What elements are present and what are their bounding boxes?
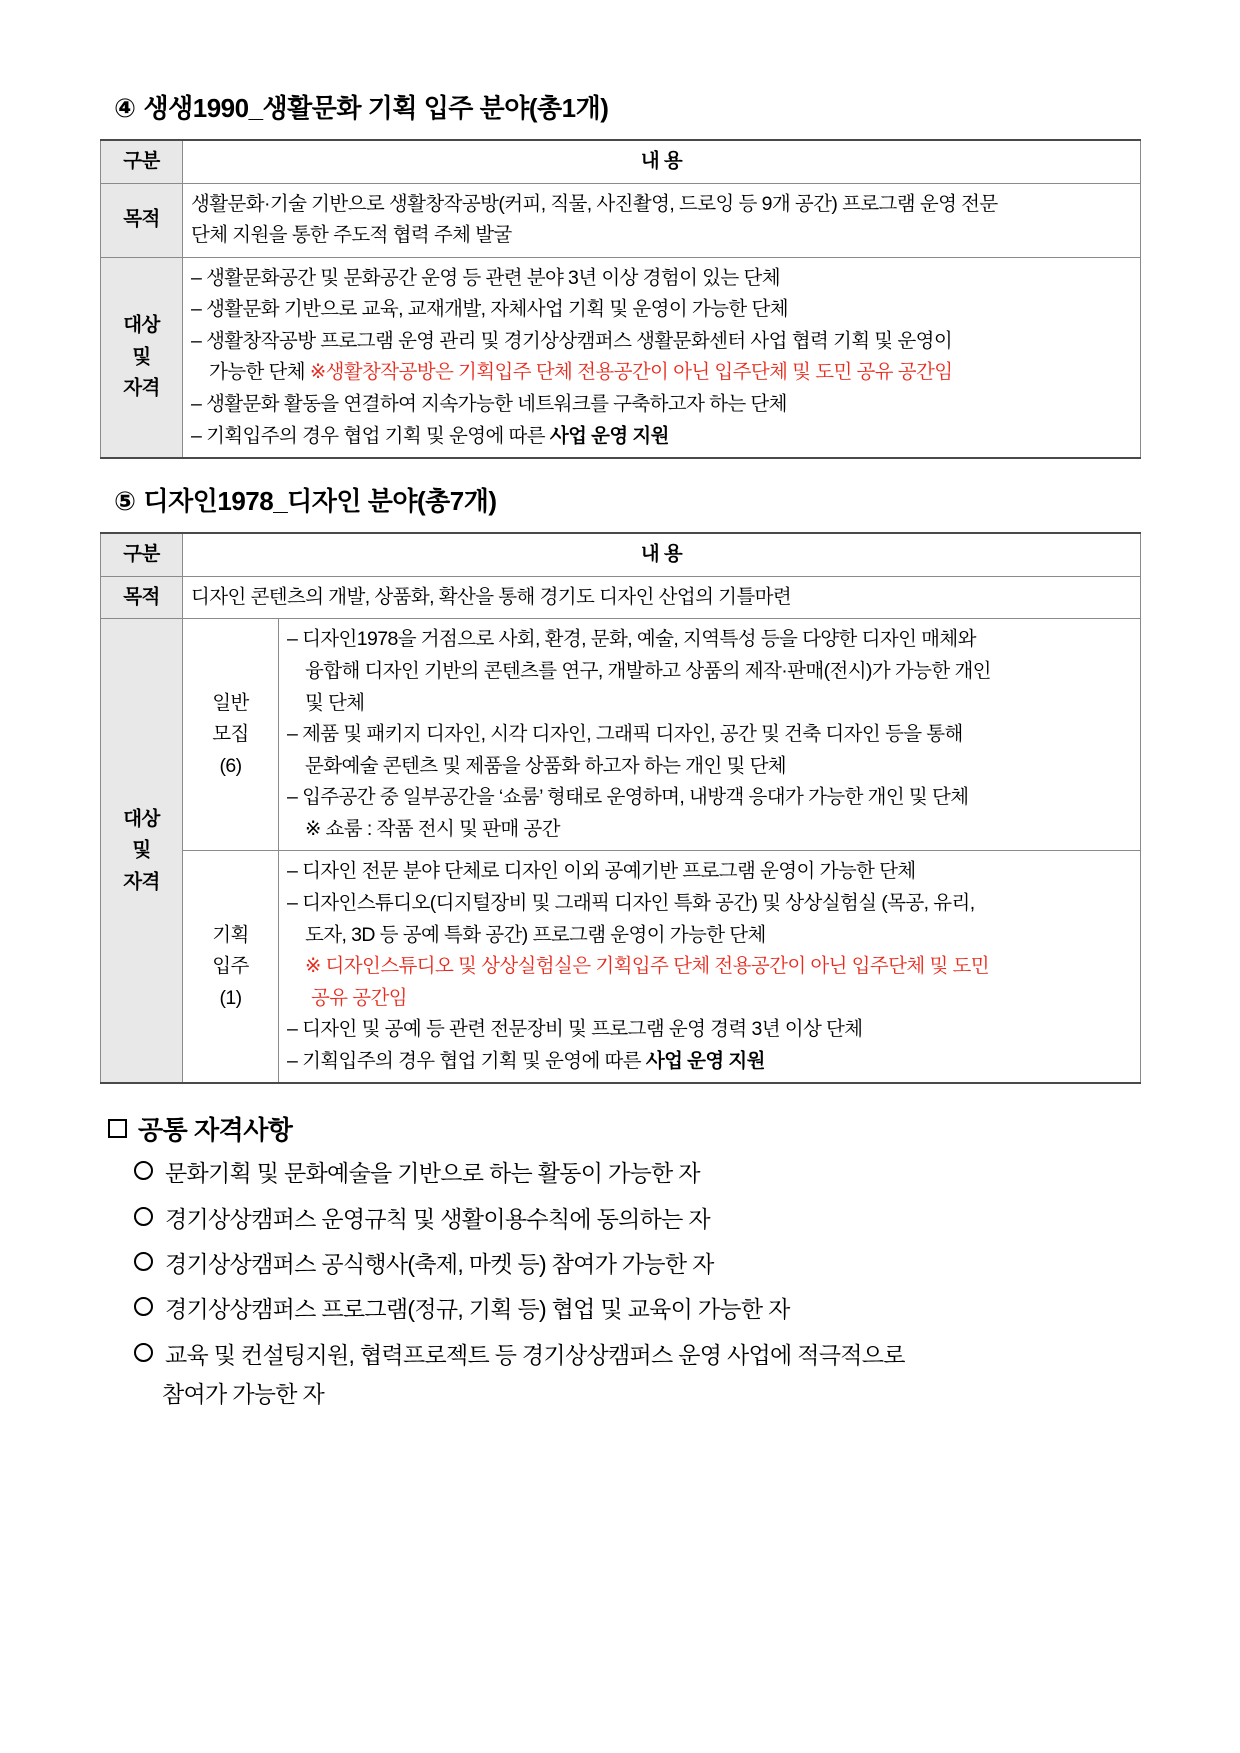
label-line: 기획: [212, 923, 249, 946]
list-item: [108, 1203, 1140, 1236]
common-qualifications-title: [108, 1110, 1140, 1147]
label-line: 대상: [123, 807, 160, 830]
label-line: 모집: [212, 723, 249, 746]
label-line: 및: [132, 839, 151, 862]
text-line: – 제품 및 패키지 디자인, 시각 디자인, 그래픽 디자인, 공간 및 건축 디자인 등을 통해: [287, 723, 963, 746]
text-line: 문화예술 콘텐츠 및 제품을 상품화 하고자 하는 개인 및 단체: [305, 754, 787, 777]
text-line: 도자, 3D 등 공예 특화 공간) 프로그램 운영이 가능한 단체: [305, 923, 766, 946]
table-row: [101, 533, 1141, 576]
section-4-heading: [114, 88, 1140, 125]
text-line: [287, 1046, 1132, 1078]
circle-bullet-icon: [134, 1207, 153, 1226]
text-line: – 생활창작공방 프로그램 운영 관리 및 경기상상캠퍼스 생활문화센터 사업 협력 기획 및 운영이: [191, 329, 953, 352]
section-5-col-header-left: 구분: [101, 533, 183, 576]
text-line: 단체 지원을 통한 주도적 협력 주체 발굴: [191, 224, 512, 247]
list-item: [108, 1293, 1140, 1326]
text-line: – 디자인 및 공예 등 관련 전문장비 및 프로그램 운영 경력 3년 이상 단체: [287, 1018, 863, 1041]
list-item-text-wrap: 참여가 가능한 자: [162, 1381, 325, 1408]
text-line: 생활문화·기술 기반으로 생활창작공방(커피, 직물, 사진촬영, 드로잉 등 9개 공간) 프로그램 운영 전문: [191, 192, 998, 215]
text-segment-bold: 사업 운영 지원: [549, 424, 669, 447]
table-row: [101, 619, 1141, 851]
section-5-col-header-right: 내 용: [183, 533, 1141, 576]
section-5-target-label: [101, 619, 183, 1084]
label-line: 일반: [212, 691, 249, 714]
list-item-text: 문화기획 및 문화예술을 기반으로 하는 활동이 가능한 자: [165, 1160, 700, 1187]
text-line: – 입주공간 중 일부공간을 ‘쇼룸’ 형태로 운영하며, 내방객 응대가 가능한 개인 및 단체: [287, 786, 969, 809]
list-item: [108, 1339, 1140, 1412]
text-line: – 디자인 전문 분야 단체로 디자인 이외 공예기반 프로그램 운영이 가능한 단체: [287, 860, 916, 883]
text-line: – 생활문화공간 및 문화공간 운영 등 관련 분야 3년 이상 경험이 있는 단체: [191, 266, 780, 289]
label-line: 자격: [123, 870, 160, 893]
section-5-title: 디자인1978_디자인 분야(총7개): [143, 486, 497, 517]
list-item: [108, 1157, 1140, 1190]
text-line: 디자인 콘텐츠의 개발, 상품화, 확산을 통해 경기도 디자인 산업의 기틀마련: [191, 585, 792, 608]
circle-bullet-icon: [134, 1252, 153, 1271]
text-segment-red: ※생활창작공방은 기획입주 단체 전용공간이 아닌 입주단체 및 도민 공유 공간임: [309, 361, 953, 384]
section-4-col-header-right: 내 용: [183, 140, 1141, 183]
section-5-general-label: [183, 619, 279, 851]
section-5-heading: [114, 481, 1140, 518]
table-row: [101, 851, 1141, 1084]
section-4-target-content: [183, 257, 1141, 458]
text-segment: – 기획입주의 경우 협업 기획 및 운영에 따른: [191, 424, 550, 447]
section-4-marker: ④: [114, 93, 136, 123]
section-4-col-header-left: 구분: [101, 140, 183, 183]
section-5-table: [100, 532, 1141, 1084]
list-item-text: 교육 및 컨설팅지원, 협력프로젝트 등 경기상상캠퍼스 운영 사업에 적극적으로: [165, 1341, 905, 1368]
section-4-purpose-content: [183, 183, 1141, 257]
list-item-text: 경기상상캠퍼스 프로그램(정규, 기획 등) 협업 및 교육이 가능한 자: [165, 1296, 790, 1323]
section-4-table: [100, 139, 1141, 459]
circle-bullet-icon: [134, 1161, 153, 1180]
label-line: 입주: [212, 955, 249, 978]
section-5-marker: ⑤: [114, 486, 136, 517]
label-line: (6): [219, 754, 242, 777]
text-line: ※ 쇼룸 : 작품 전시 및 판매 공간: [305, 817, 560, 840]
text-line: – 생활문화 기반으로 교육, 교재개발, 자체사업 기획 및 운영이 가능한 단체: [191, 298, 788, 321]
text-segment: 가능한 단체: [209, 361, 310, 384]
label-line: (1): [219, 986, 242, 1009]
common-title-text: 공통 자격사항: [138, 1115, 293, 1146]
list-item: [108, 1248, 1140, 1281]
section-4-purpose-label: 목적: [101, 183, 183, 257]
text-line-red: ※ 디자인스튜디오 및 상상실험실은 기획입주 단체 전용공간이 아닌 입주단체 및 도민: [305, 955, 989, 978]
section-5-planned-label: [183, 851, 279, 1084]
list-item-text: 경기상상캠퍼스 공식행사(축제, 마켓 등) 참여가 가능한 자: [165, 1251, 714, 1278]
square-bullet-icon: [108, 1119, 127, 1138]
table-row: [101, 140, 1141, 183]
text-line: [191, 421, 1132, 453]
section-5-purpose-content: [183, 576, 1141, 619]
section-4-title: 생생1990_생활문화 기획 입주 분야(총1개): [143, 93, 609, 123]
text-line: 및 단체: [305, 691, 365, 714]
label-line: 대상: [123, 314, 160, 337]
section-5-planned-content: [279, 851, 1141, 1084]
section-5-general-content: [279, 619, 1141, 851]
text-line: 융합해 디자인 기반의 콘텐츠를 연구, 개발하고 상품의 제작·판매(전시)가 가능한 개인: [305, 659, 991, 682]
circle-bullet-icon: [134, 1297, 153, 1316]
common-qualifications-section: [108, 1110, 1140, 1411]
list-item-text: 경기상상캠퍼스 운영규칙 및 생활이용수칙에 동의하는 자: [165, 1205, 710, 1232]
text-line-red: 공유 공간임: [311, 986, 408, 1009]
label-line: 자격: [123, 377, 160, 400]
text-segment: – 기획입주의 경우 협업 기획 및 운영에 따른: [287, 1049, 646, 1072]
table-row: [101, 183, 1141, 257]
text-line: – 디자인1978을 거점으로 사회, 환경, 문화, 예술, 지역특성 등을 다양한 디자인 매체와: [287, 628, 976, 651]
table-row: [101, 257, 1141, 458]
text-line: [191, 357, 1132, 389]
circle-bullet-icon: [134, 1343, 153, 1362]
section-4-target-label: [101, 257, 183, 458]
text-line: – 디자인스튜디오(디지털장비 및 그래픽 디자인 특화 공간) 및 상상실험실 (목공, 유리,: [287, 891, 975, 914]
text-segment-bold: 사업 운영 지원: [645, 1049, 765, 1072]
section-5-purpose-label: 목적: [101, 576, 183, 619]
table-row: [101, 576, 1141, 619]
text-line: – 생활문화 활동을 연결하여 지속가능한 네트워크를 구축하고자 하는 단체: [191, 393, 787, 416]
label-line: 및: [132, 345, 151, 368]
